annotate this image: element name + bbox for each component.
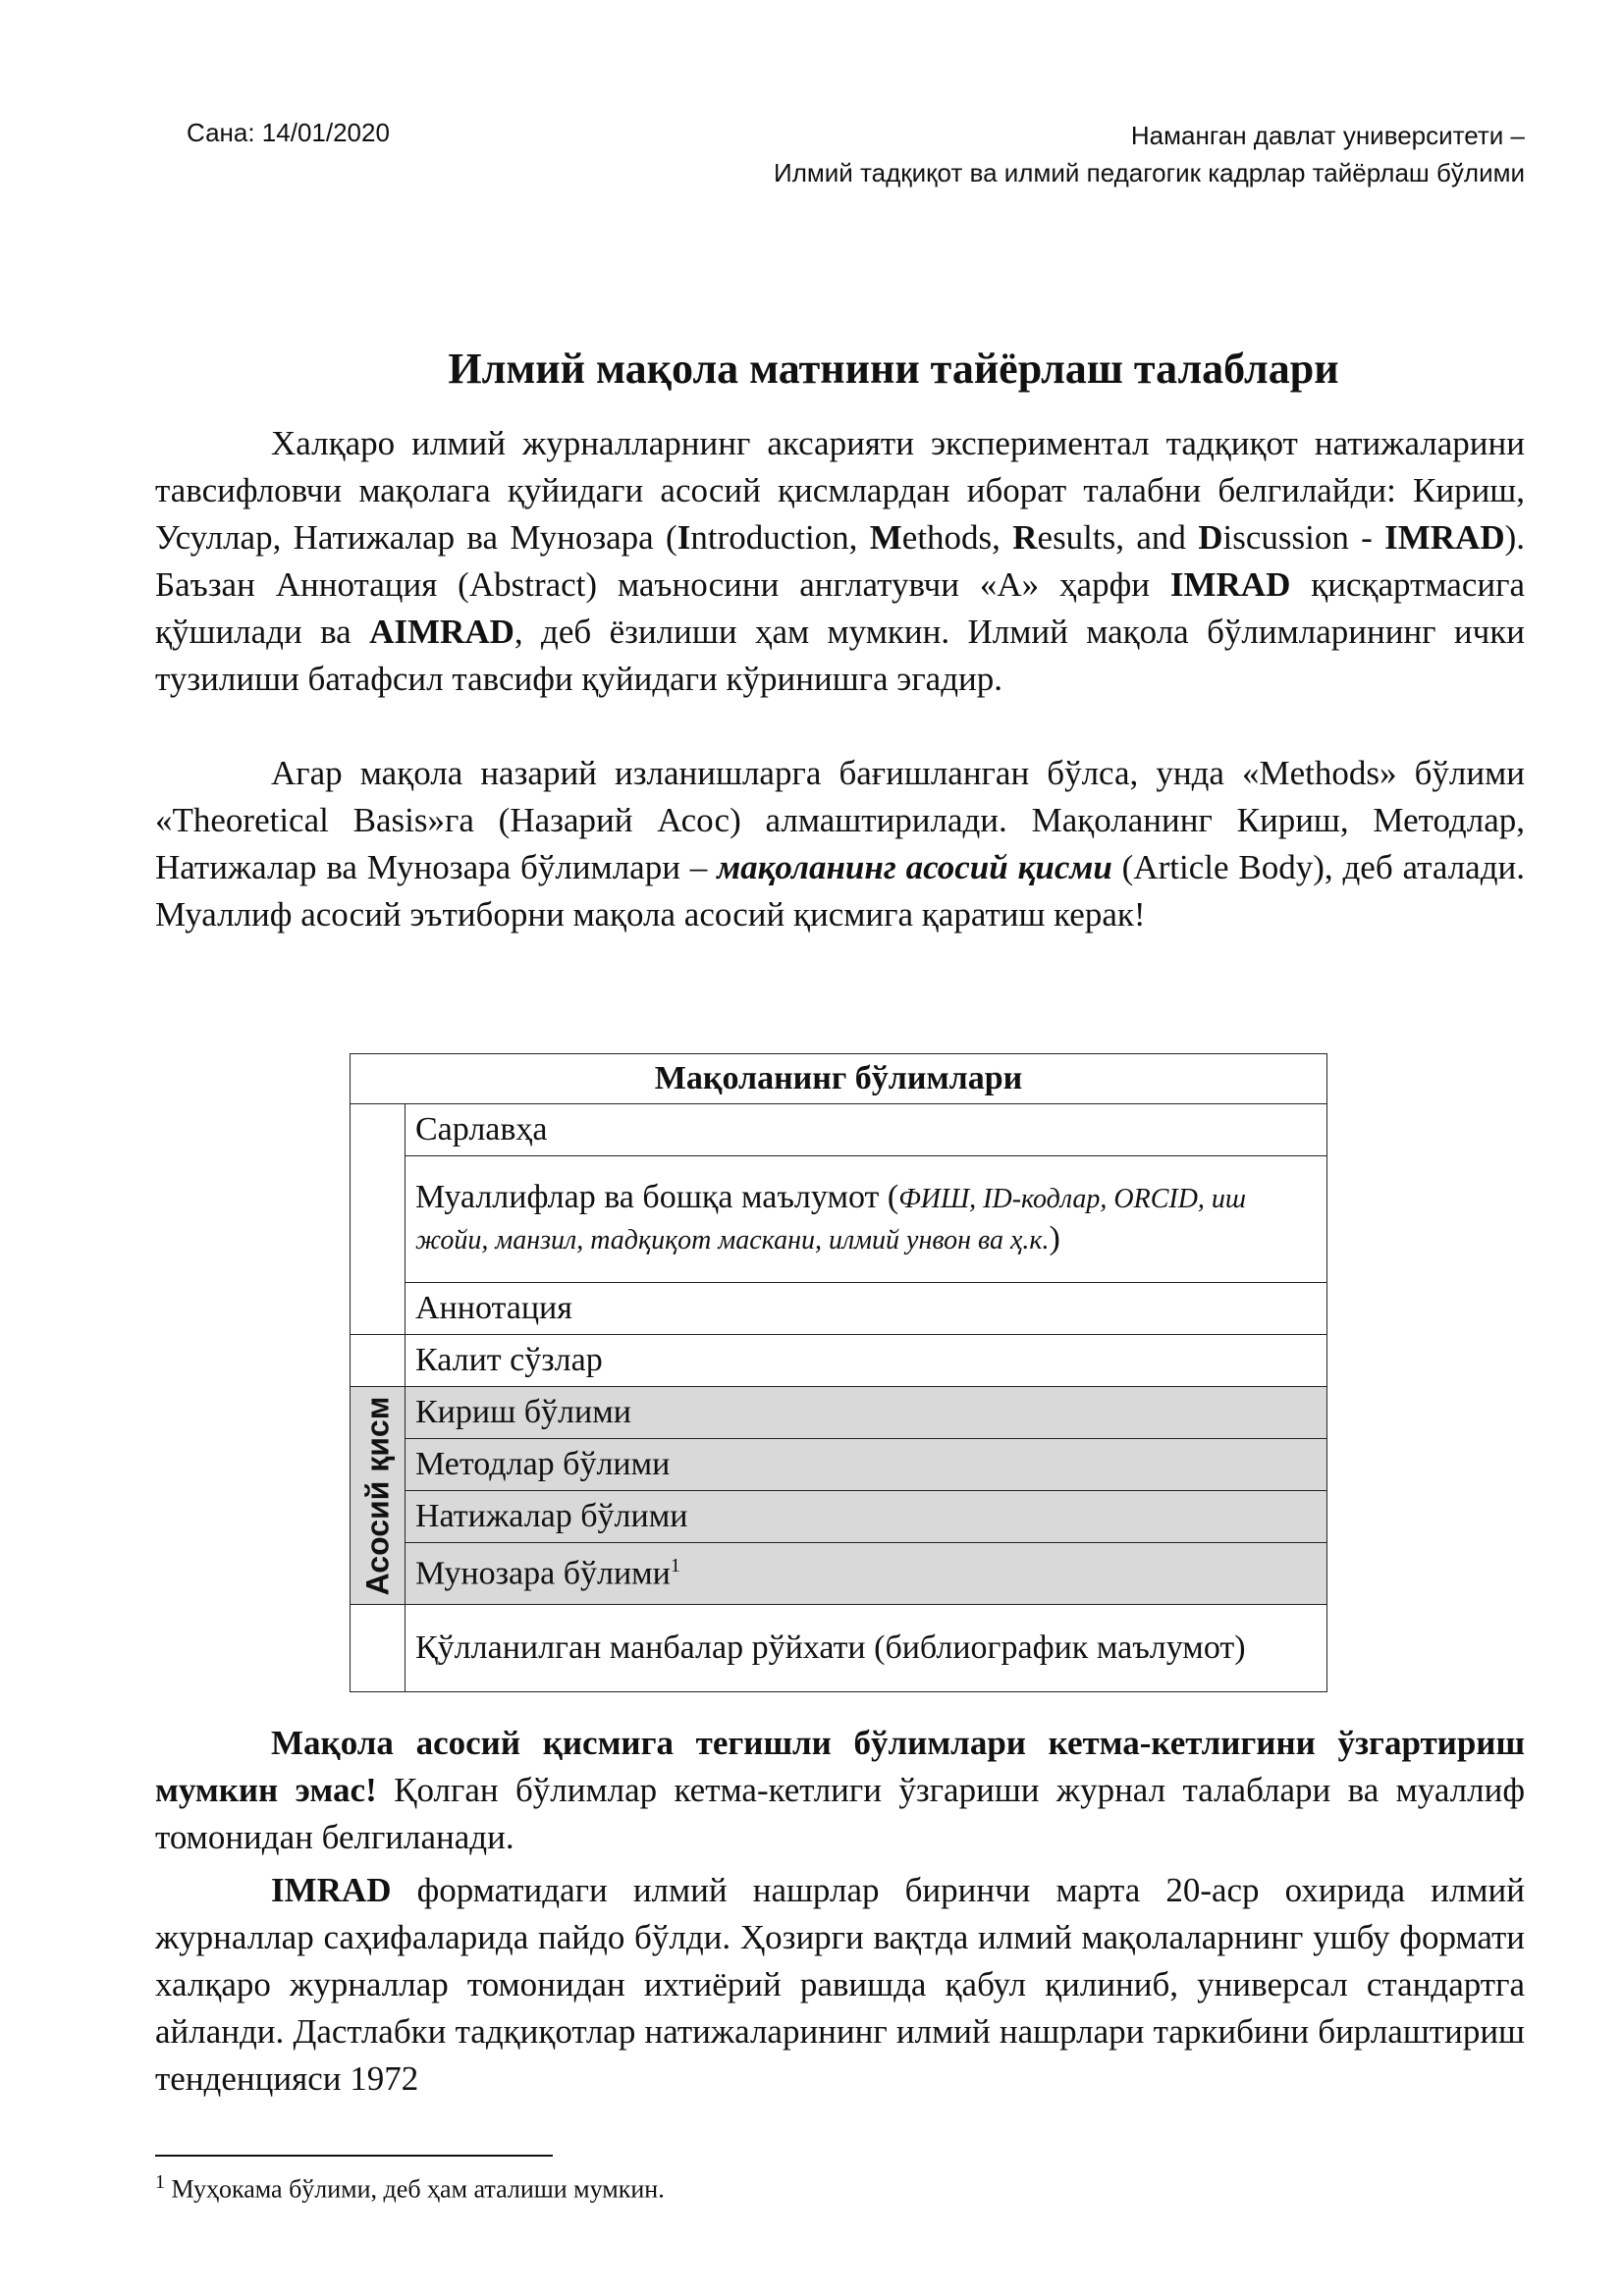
side-cell-empty xyxy=(351,1335,406,1387)
row-methods: Методлар бўлими xyxy=(406,1439,1327,1491)
row-authors: Муаллифлар ва бошқа маълумот (ФИШ, ID-кодлар, ORCID, иш жойи, манзил, тадқиқот маскани, илмий унвон ва ҳ.к.) xyxy=(406,1156,1327,1283)
paragraph-theoretical: Агар мақола назарий изланишларга бағишланган бўлса, унда «Methods» бўлими «Theoretical Basis»га (Назарий Асос) алмаштирилади. Мақоланинг Кириш, Методлар, Натижалар ва Мунозара бўлимлари – мақоланинг асосий қисми (Article Body), деб аталади. Муаллиф асосий эътиборни мақола асосий қисмига қаратиш керак! xyxy=(155,754,1525,934)
paragraph-intro: Халқаро илмий журналларнинг аксарияти экспериментал тадқиқот натижаларини тавсифловчи мақолага қуйидаги асосий қисмлардан иборат талабни белгилайди: Кириш, Усуллар, Натижалар ва Мунозара (Introduction, Methods, Results, and Discussion - IMRAD). Баъзан Аннотация (Abstract) маъносини англатувчи «А» ҳарфи IMRAD қисқартмасига қўшилади ва AIMRAD, деб ёзилиши ҳам мумкин. Илмий мақола бўлимларининг ички тузилиши батафсил тавсифи қуйидаги кўринишга эгадир. xyxy=(155,424,1525,698)
table-heading: Мақоланинг бўлимлари xyxy=(351,1054,1327,1104)
side-cell-empty xyxy=(351,1605,406,1692)
row-results: Натижалар бўлими xyxy=(406,1491,1327,1543)
row-keywords: Калит сўзлар xyxy=(406,1335,1327,1387)
footnote-ref: 1 xyxy=(670,1554,680,1576)
footnote: $^1$ Муҳокама бўлими, деб ҳам аталиши мумкин. xyxy=(155,2171,665,2204)
row-introduction: Кириш бўлими xyxy=(406,1387,1327,1439)
organization-header xyxy=(774,118,1525,192)
footnote-separator xyxy=(155,2155,553,2157)
paragraph-order-rule: Мақола асосий қисмига тегишли бўлимлари кетма-кетлигини ўзгартириш мумкин эмас! Қолган бўлимлар кетма-кетлиги ўзгариши журнал талаблари ва муаллиф томонидан белгиланади. xyxy=(155,1724,1526,1856)
article-body-label: Асосий қисм xyxy=(359,1396,395,1595)
paragraph-imrad-history: IMRAD форматидаги илмий нашрлар биринчи марта 20-аср охирида илмий журналлар саҳифаларида пайдо бўлди. Ҳозирги вақтда илмий мақолаларнинг ушбу формати халқаро журналлар томонидан ихтиёрий равишда қабул қилиниб, универсал стандартга айланди. Дастлабки тадқиқотлар натижаларининг илмий нашрлари таркибини бирлаштириш тенденцияси 1972 xyxy=(155,1871,1525,2098)
row-title: Сарлавҳа xyxy=(406,1104,1327,1156)
row-abstract: Аннотация xyxy=(406,1283,1327,1335)
date-label: Сана: 14/01/2020 xyxy=(187,118,390,147)
row-references: Қўлланилган манбалар рўйхати (библиографик маълумот) xyxy=(406,1605,1327,1692)
document-title: Илмий мақола матнини тайёрлаш талаблари xyxy=(448,345,1339,393)
side-cell-empty xyxy=(351,1104,406,1335)
organization-line-1: Наманган давлат университети – xyxy=(1130,121,1525,150)
article-sections-table xyxy=(350,1053,1327,1692)
row-discussion: Мунозара бўлими$^1$ xyxy=(406,1543,1327,1605)
organization-line-2: Илмий тадқиқот ва илмий педагогик кадрлар тайёрлаш бўлими xyxy=(774,158,1525,187)
article-body-side-cell xyxy=(351,1387,406,1605)
